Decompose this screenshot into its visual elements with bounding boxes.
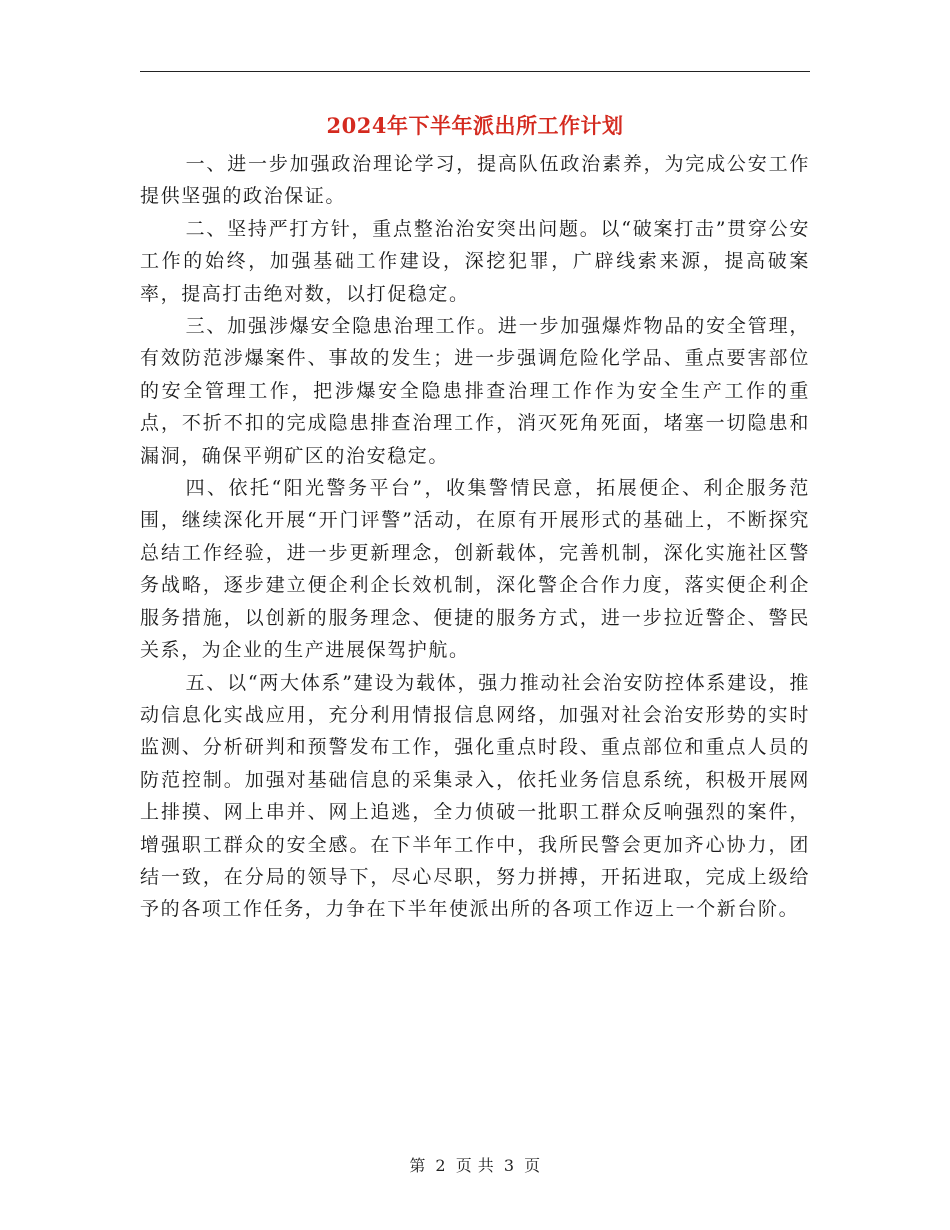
document-title: 2024年下半年派出所工作计划	[326, 113, 624, 138]
page-footer	[0, 1153, 950, 1176]
paragraph-4: 四、依托“阳光警务平台”，收集警情民意，拓展便企、利企服务范围，继续深化开展“开门评警”活动，在原有开展形式的基础上，不断探究总结工作经验，进一步更新理念，创新载体，完善机制，深化实施社区警务战略，逐步建立便企利企长效机制，深化警企合作力度，落实便企利企服务措施，以创新的服务理念、便捷的服务方式，进一步拉近警企、警民关系，为企业的生产进展保驾护航。	[140, 477, 810, 662]
footer-suffix: 页	[524, 1156, 541, 1175]
paragraph-3: 三、加强涉爆安全隐患治理工作。进一步加强爆炸物品的安全管理，有效防范涉爆案件、事故的发生；进一步强调危险化学品、重点要害部位的安全管理工作，把涉爆安全隐患排查治理工作作为安全生产工作的重点，不折不扣的完成隐患排查治理工作，消灭死角死面，堵塞一切隐患和漏洞，确保平朔矿区的治安稳定。	[140, 315, 810, 467]
footer-prefix: 第	[409, 1156, 426, 1175]
document-body	[140, 148, 810, 926]
header-rule	[140, 71, 810, 72]
paragraph-2: 二、坚持严打方针，重点整治治安突出问题。以“破案打击”贯穿公安工作的始终，加强基础工作建设，深挖犯罪，广辟线索来源，提高破案率，提高打击绝对数，以打促稳定。	[140, 217, 810, 305]
footer-total-pages: 3	[503, 1156, 515, 1175]
paragraph-5: 五、以“两大体系”建设为载体，强力推动社会治安防控体系建设，推动信息化实战应用，充分利用情报信息网络，加强对社会治安形势的实时监测、分析研判和预警发布工作，强化重点时段、重点部位和重点人员的防范控制。加强对基础信息的采集录入，依托业务信息系统，积极开展网上排摸、网上串并、网上追逃，全力侦破一批职工群众反响强烈的案件，增强职工群众的安全感。在下半年工作中，我所民警会更加齐心协力，团结一致，在分局的领导下，尽心尽职，努力拼搏，开拓进取，完成上级给予的各项工作任务，力争在下半年使派出所的各项工作迈上一个新台阶。	[140, 671, 810, 921]
footer-page-number: 2	[435, 1156, 447, 1175]
footer-middle: 页 共	[455, 1156, 495, 1175]
paragraph-1: 一、进一步加强政治理论学习，提高队伍政治素养，为完成公安工作提供坚强的政治保证。	[140, 153, 810, 208]
